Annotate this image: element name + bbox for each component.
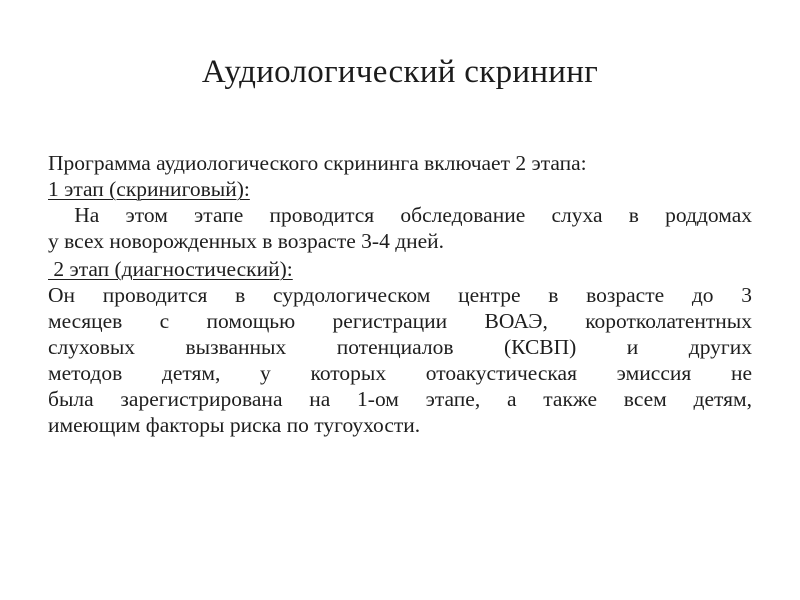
stage1-text-line: у всех новорожденных в возрасте 3-4 дней. bbox=[48, 229, 445, 253]
stage2-text-line: методов детям, у которых отоакустическая эмиссия не bbox=[48, 361, 752, 385]
stage2-text-line: слуховых вызванных потенциалов (КСВП) и других bbox=[48, 335, 752, 359]
intro-text: Программа аудиологического скрининга включает 2 этапа: bbox=[48, 151, 587, 175]
stage2-text-line: Он проводится в сурдологическом центре в возрасте до 3 bbox=[48, 283, 752, 307]
stage2-heading bbox=[48, 256, 752, 282]
slide-title: Аудиологический скрининг bbox=[201, 54, 599, 90]
slide-body bbox=[48, 150, 752, 438]
stage2-text-line: была зарегистрирована на 1-ом этапе, а также всем детям, bbox=[48, 387, 752, 411]
stage2-text-line: имеющим факторы риска по тугоухости. bbox=[48, 413, 421, 437]
stage1-heading-text: 1 этап (скриниговый): bbox=[48, 177, 250, 201]
stage1-text bbox=[48, 202, 752, 254]
stage1-text-line: На этом этапе проводится обследование слуха в роддомах bbox=[48, 203, 752, 227]
stage2-text-line: месяцев с помощью регистрации ВОАЭ, коротколатентных bbox=[48, 309, 752, 333]
stage2-text bbox=[48, 282, 752, 438]
stage1-heading bbox=[48, 176, 752, 202]
stage2-heading-text: 2 этап (диагностический): bbox=[48, 257, 293, 281]
